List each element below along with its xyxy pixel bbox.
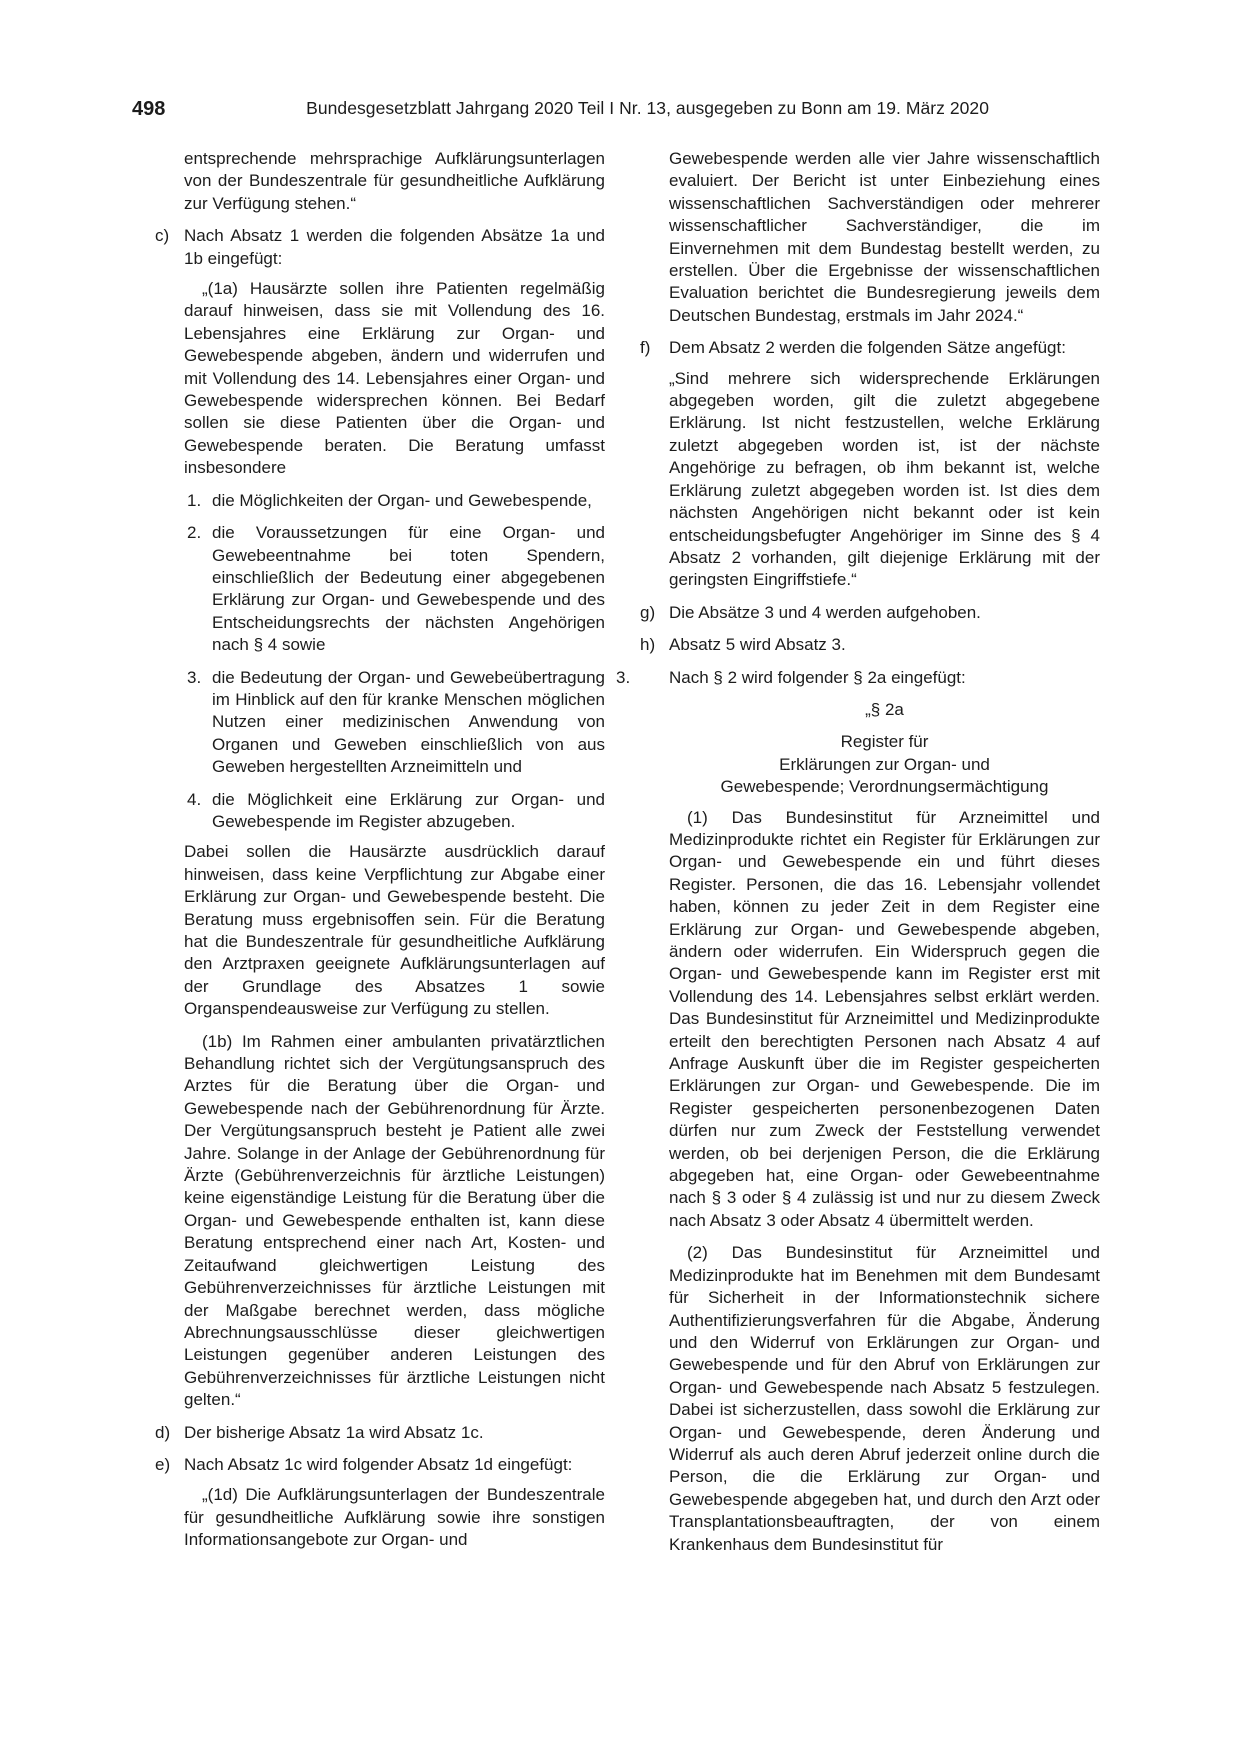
list-text: die Möglichkeiten der Organ- und Gewebespende, [212, 490, 592, 510]
item-text: Nach Absatz 1c wird folgender Absatz 1d eingefügt: [184, 1454, 573, 1474]
list-text: die Bedeutung der Organ- und Gewebeübertragung im Hinblick auf den für kranke Menschen möglichen Nutzen einer medizinischen Anwendung von Organen und Geweben einschließlich von aus Geweben hergestellten Arzneimitteln und [212, 667, 605, 777]
item-text: Der bisherige Absatz 1a wird Absatz 1c. [184, 1422, 484, 1442]
item-label: g) [640, 602, 656, 622]
page-header [132, 98, 989, 128]
page-number: 498 [132, 98, 166, 120]
item-text: Dem Absatz 2 werden die folgenden Sätze angefügt: [669, 338, 1066, 358]
item-g [640, 602, 1100, 624]
list-item [184, 667, 605, 779]
section-title-line: Gewebespende; Verordnungsermächtigung [720, 777, 1049, 797]
item-text: Nach § 2 wird folgender § 2a eingefügt: [669, 667, 966, 687]
list-text: die Möglichkeit eine Erklärung zur Organ- und Gewebespende im Register abzugeben. [212, 789, 605, 831]
list-text: die Voraussetzungen für eine Organ- und Gewebeentnahme bei toten Spendern, einschließlich der Bedeutung einer abgegebenen Erklärung zur Organ- und Gewebespende und des Entscheidungsrechts der nächsten Angehörigen nach § 4 sowie [212, 523, 605, 655]
section-paragraph-1: (1) Das Bundesinstitut für Arzneimittel und Medizinprodukte richtet ein Register für Erklärungen zur Organ- und Gewebespende ein und führt dieses Register. Personen, die das 16. Lebensjahr vollendet haben, können zu jeder Zeit in dem Register eine Erklärung zur Organ- und Gewebespende abgeben, ändern oder widerrufen. Ein Widerspruch gegen die Organ- und Gewebespende kann im Register erst mit Vollendung des 14. Lebensjahres selbst erklärt werden. Das Bundesinstitut für Arzneimittel und Medizinprodukte erteilt den berechtigten Personen nach Absatz 4 auf Anfrage Auskunft über die im Register gespeicherten Erklärungen zur Organ- und Gewebespende. Die im Register gespeicherten personenbezogenen Daten dürfen nur zum Zweck der Feststellung verwendet werden, ob bei derjenigen Person, die die Erklärung abgegeben hat, eine Organ- oder Gewebeentnahme nach § 3 oder § 4 zulässig ist und nur zu diesem Zweck nach Absatz 3 oder Absatz 4 übermittelt werden. [669, 807, 1100, 1230]
item-text: Die Absätze 3 und 4 werden aufgehoben. [669, 602, 981, 622]
item-e [155, 1454, 605, 1552]
quoted-sentences: „Sind mehrere sich widersprechende Erklärungen abgegeben worden, gilt die zuletzt abgegebene Erklärung. Ist nicht festzustellen, welche Erklärung zuletzt abgegeben worden ist, ist der nächste Angehörige zu befragen, ob ihm bekannt ist, welche Erklärung zuletzt abgegeben worden ist. Ist dies dem nächsten Angehörigen nicht bekannt oder ist kein entscheidungsbefugter Angehöriger im Sinne des § 4 Absatz 2 vorhanden, gilt diejenige Erklärung mit der geringsten Eingriffstiefe.“ [669, 368, 1100, 590]
list-item [184, 490, 605, 512]
item-f [640, 337, 1100, 591]
quoted-paragraph-1b: (1b) Im Rahmen einer ambulanten privatärztlichen Behandlung richtet sich der Vergütungsanspruch des Arztes für die Beratung über die Organ- und Gewebespende nach der Gebührenordnung für Ärzte. Der Vergütungsanspruch besteht je Patient alle zwei Jahre. Solange in der Anlage der Gebührenordnung für Ärzte (Gebührenverzeichnis für ärztliche Leistungen) keine eigenständige Leistung für die Beratung über die Organ- und Gewebespende enthalten ist, kann diese Beratung entsprechend einer nach Art, Kosten- und Zeitaufwand gleichwertigen Leistung des Gebührenverzeichnisses für ärztliche Leistungen mit der Maßgabe berechnet werden, dass mögliche Abrechnungsausschlüsse dieser gleichwertigen Leistungen gegenüber anderen Leistungen des Gebührenverzeichnisses für ärztliche Leistungen nicht gelten.“ [184, 1031, 605, 1410]
item-d [155, 1422, 605, 1444]
list-item [184, 522, 605, 656]
item-label: e) [155, 1454, 171, 1474]
list-number: 1. [187, 490, 202, 510]
section-mark: „§ 2a [865, 699, 904, 719]
list-number: 3. [187, 667, 202, 687]
section-paragraph-2: (2) Das Bundesinstitut für Arzneimittel und Medizinprodukte hat im Benehmen mit dem Bundesamt für Sicherheit in der Informationstechnik sichere Authentifizierungsverfahren für die Abgabe, Änderung und den Widerruf von Erklärungen zur Organ- und Gewebespende und für den Abruf von Erklärungen zur Organ- und Gewebespende nach Absatz 5 festzulegen. Dabei ist sicherzustellen, dass sowohl die Erklärung zur Organ- und Gewebespende, deren Änderung und Widerruf als auch deren Abruf jederzeit online durch die Person, die die Erklärung zur Organ- und Gewebespende abgegeben hat, und durch den Arzt oder Transplantationsbeauftragten, der von einem Krankenhaus dem Bundesinstitut für [669, 1243, 1100, 1554]
list-number: 4. [187, 789, 202, 809]
list-number: 2. [187, 523, 202, 543]
right-column [616, 148, 1100, 1556]
section-title-line: Erklärungen zur Organ- und [779, 754, 990, 774]
item-label: h) [640, 635, 656, 655]
left-column [155, 148, 605, 1552]
item-text: Nach Absatz 1 werden die folgenden Absätze 1a und 1b eingefügt: [184, 226, 605, 268]
continued-text: entsprechende mehrsprachige Aufklärungsunterlagen von der Bundeszentrale für gesundheitliche Aufklärung zur Verfügung stehen.“ [184, 149, 605, 213]
item-label: 3. [616, 667, 631, 687]
running-head: Bundesgesetzblatt Jahrgang 2020 Teil I Nr. 13, ausgegeben zu Bonn am 19. März 2020 [306, 98, 989, 118]
section-title-line: Register für [840, 732, 929, 752]
item-c [155, 225, 605, 1411]
item-3 [616, 667, 1100, 1556]
after-list-paragraph: Dabei sollen die Hausärzte ausdrücklich darauf hinweisen, dass keine Verpflichtung zur Abgabe einer Erklärung zur Organ- und Gewebespende besteht. Die Beratung muss ergebnisoffen sein. Für die Beratung hat die Bundeszentrale für gesundheitliche Aufklärung den Arztpraxen geeignete Aufklärungsunterlagen auf der Grundlage des Absatzes 1 sowie Organspendeausweise zur Verfügung zu stellen. [184, 842, 605, 1019]
continued-text: Gewebespende werden alle vier Jahre wissenschaftlich evaluiert. Der Bericht ist unter Einbeziehung eines wissenschaftlichen Sachverständigen oder mehrerer wissenschaftlicher Sachverständiger, die im Einvernehmen mit dem Bundestag bestellt werden, zu erstellen. Über die Ergebnisse der wissenschaftlichen Evaluation berichtet die Bundesregierung jeweils dem Deutschen Bundestag, erstmals im Jahr 2024.“ [669, 149, 1100, 325]
item-h [640, 634, 1100, 656]
quoted-paragraph-1d: „(1d) Die Aufklärungsunterlagen der Bundeszentrale für gesundheitliche Aufklärung sowie ihre sonstigen Informationsangebote zur Organ- und [184, 1485, 605, 1550]
list-item [184, 789, 605, 834]
item-text: Absatz 5 wird Absatz 3. [669, 635, 846, 655]
item-label: d) [155, 1422, 171, 1442]
quoted-paragraph-1a: „(1a) Hausärzte sollen ihre Patienten regelmäßig darauf hinweisen, dass sie mit Vollendung des 16. Lebensjahres eine Erklärung zur Organ- und Gewebespende abgeben, ändern und widerrufen und mit Vollendung des 14. Lebensjahres einer Organ- und Gewebespende widersprechen können. Bei Bedarf sollen sie diese Patienten über die Organ- und Gewebespende beraten. Die Beratung umfasst insbesondere [184, 279, 605, 478]
item-label: c) [155, 226, 170, 246]
item-label: f) [640, 338, 651, 358]
